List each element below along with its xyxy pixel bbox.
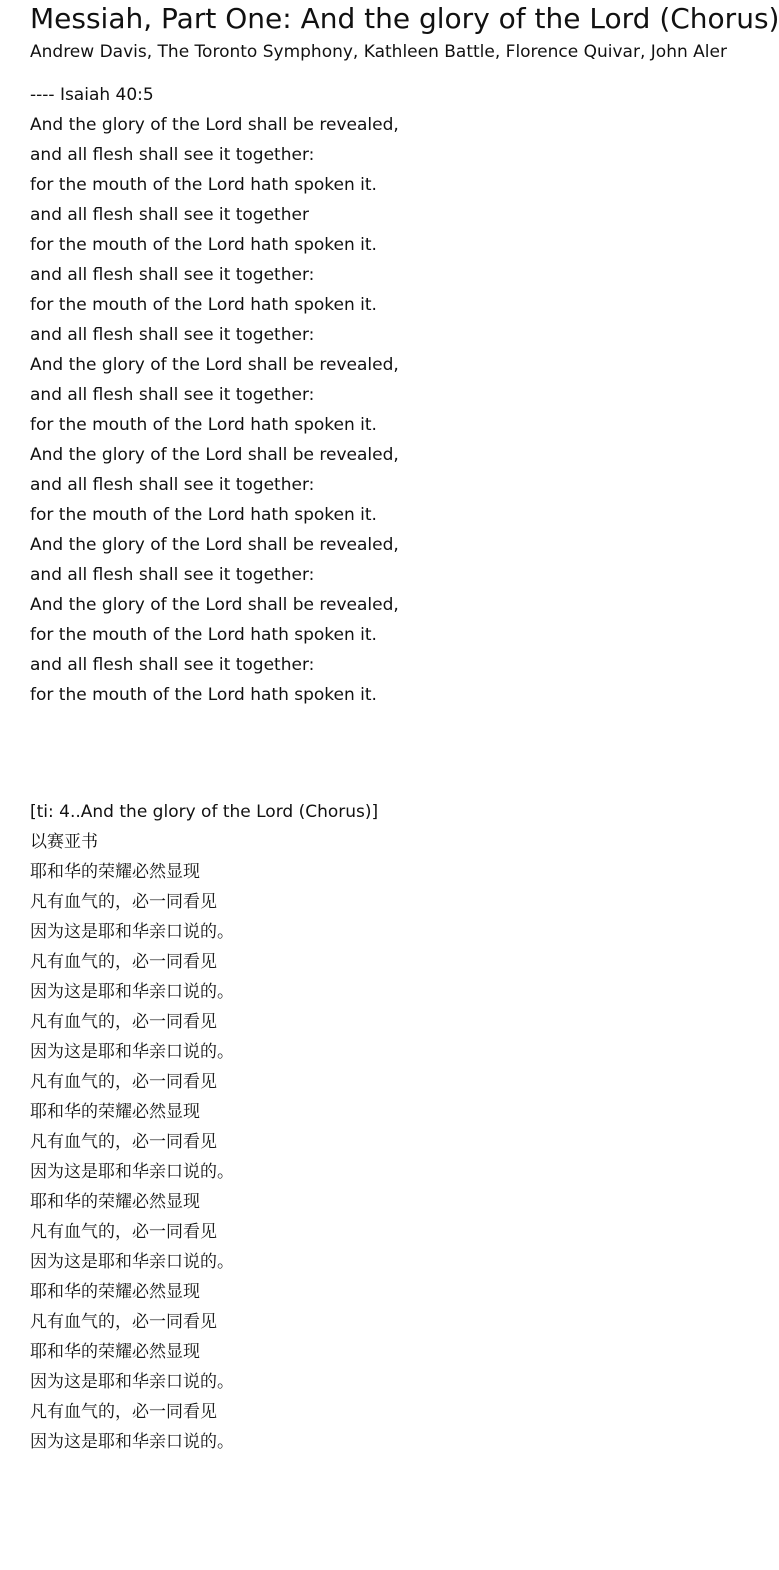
- lyric-line: and all flesh shall see it together:: [30, 265, 315, 285]
- lyric-line: and all flesh shall see it together:: [30, 385, 315, 405]
- translation-line: 因为这是耶和华亲口说的。: [30, 1432, 234, 1452]
- translation-line: 凡有血气的，必一同看见: [30, 952, 217, 972]
- lyric-line: And the glory of the Lord shall be revealed,: [30, 115, 399, 135]
- translation-line: 凡有血气的，必一同看见: [30, 1132, 217, 1152]
- translation-line: 因为这是耶和华亲口说的。: [30, 1372, 234, 1392]
- translation-block: [30, 797, 500, 1457]
- translation-line: 凡有血气的，必一同看见: [30, 1402, 217, 1422]
- lyric-line: And the glory of the Lord shall be revealed,: [30, 445, 399, 465]
- translation-line: 因为这是耶和华亲口说的。: [30, 1162, 234, 1182]
- translation-line: 耶和华的荣耀必然显现: [30, 1342, 200, 1362]
- translation-line: 凡有血气的，必一同看见: [30, 1222, 217, 1242]
- lyric-line: and all flesh shall see it together:: [30, 145, 315, 165]
- translation-line: 因为这是耶和华亲口说的。: [30, 1252, 234, 1272]
- lyric-line: for the mouth of the Lord hath spoken it.: [30, 625, 377, 645]
- lyric-line: and all flesh shall see it together:: [30, 565, 315, 585]
- translation-line: 因为这是耶和华亲口说的。: [30, 1042, 234, 1062]
- lyric-line: and all flesh shall see it together:: [30, 475, 315, 495]
- lyric-line: for the mouth of the Lord hath spoken it.: [30, 505, 377, 525]
- translation-line: 以赛亚书: [30, 832, 98, 852]
- lyric-line: and all flesh shall see it together: [30, 205, 309, 225]
- lyric-line: for the mouth of the Lord hath spoken it.: [30, 415, 377, 435]
- translation-line: 耶和华的荣耀必然显现: [30, 1102, 200, 1122]
- lyric-line: for the mouth of the Lord hath spoken it.: [30, 685, 377, 705]
- lyric-line: And the glory of the Lord shall be revealed,: [30, 595, 399, 615]
- lyric-line: And the glory of the Lord shall be revealed,: [30, 355, 399, 375]
- lyric-line: for the mouth of the Lord hath spoken it.: [30, 295, 377, 315]
- translation-line: 因为这是耶和华亲口说的。: [30, 922, 234, 942]
- song-artist: Andrew Davis, The Toronto Symphony, Kathleen Battle, Florence Quivar, John Aler: [30, 42, 727, 62]
- translation-line: 耶和华的荣耀必然显现: [30, 862, 200, 882]
- translation-line: 耶和华的荣耀必然显现: [30, 1282, 200, 1302]
- translation-line: 因为这是耶和华亲口说的。: [30, 982, 234, 1002]
- lyric-line: And the glory of the Lord shall be revealed,: [30, 535, 399, 555]
- translation-line: 凡有血气的，必一同看见: [30, 1312, 217, 1332]
- translation-line: 耶和华的荣耀必然显现: [30, 1192, 200, 1212]
- translation-line: [ti: 4..And the glory of the Lord (Chorus)]: [30, 802, 379, 822]
- lyric-line: for the mouth of the Lord hath spoken it.: [30, 235, 377, 255]
- lyric-line: and all flesh shall see it together:: [30, 325, 315, 345]
- lyric-line: ---- Isaiah 40:5: [30, 85, 154, 105]
- lyrics-block: [30, 80, 500, 710]
- translation-line: 凡有血气的，必一同看见: [30, 1012, 217, 1032]
- lyric-line: for the mouth of the Lord hath spoken it.: [30, 175, 377, 195]
- lyric-line: and all flesh shall see it together:: [30, 655, 315, 675]
- translation-line: 凡有血气的，必一同看见: [30, 1072, 217, 1092]
- song-title: Messiah, Part One: And the glory of the Lord (Chorus): [30, 2, 779, 35]
- translation-line: 凡有血气的，必一同看见: [30, 892, 217, 912]
